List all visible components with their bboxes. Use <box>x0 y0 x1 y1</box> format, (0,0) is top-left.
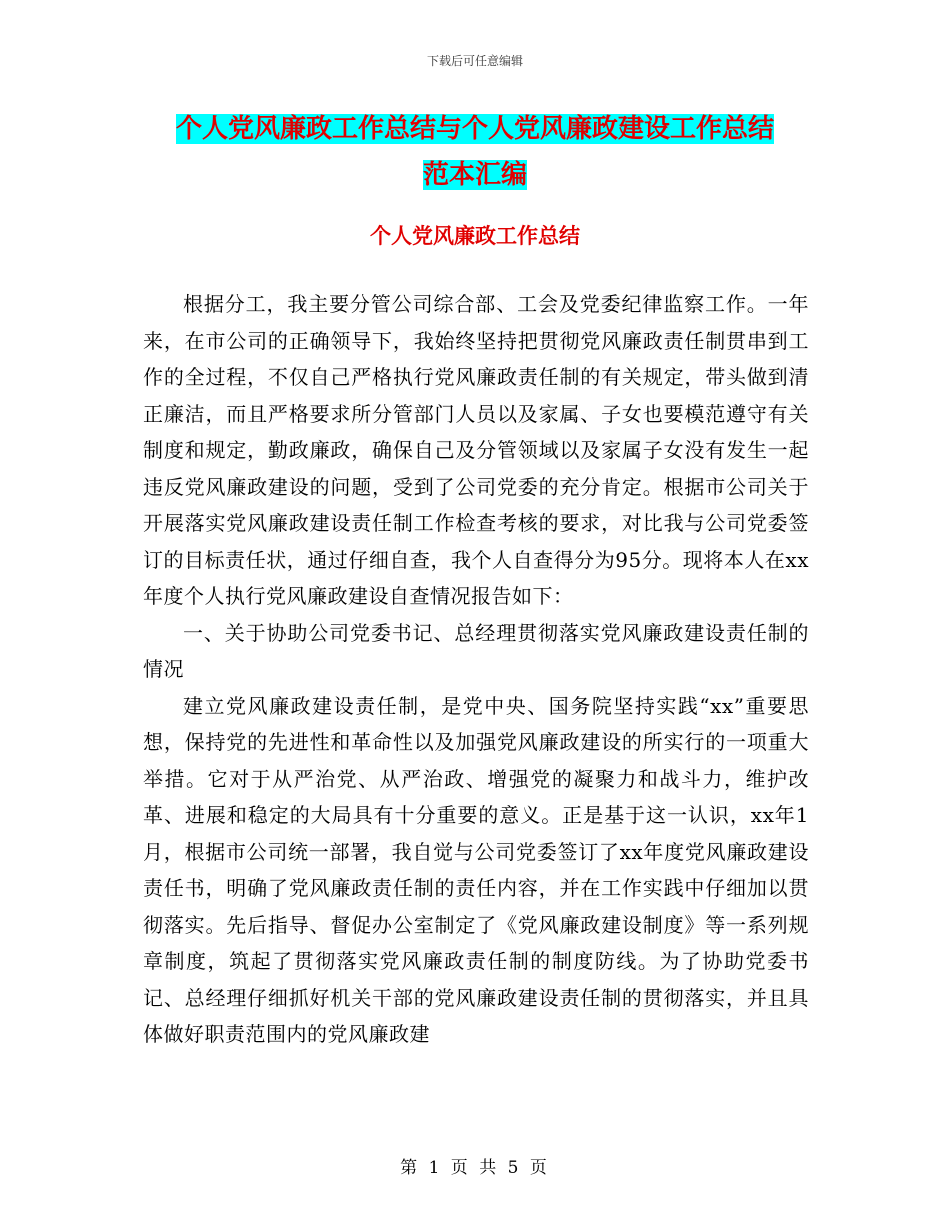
page-footer: 第 1 页 共 5 页 <box>400 1158 550 1178</box>
section-title: 个人党风廉政工作总结 <box>370 224 580 248</box>
document-title-line2: 范本汇编 <box>422 160 527 190</box>
paragraph: 根据分工，我主要分管公司综合部、工会及党委纪律监察工作。一年来，在市公司的正确领导下，我始终坚持把贯彻党风廉政责任制贯串到工作的全过程，不仅自己严格执行党风廉政责任制的有关规定，带头做到清正廉洁，而且严格要求所分管部门人员以及家属、子女也要模范遵守有关制度和规定，勤政廉政，确保自己及分管领域以及家属子女没有发生一起违反党风廉政建设的问题，受到了公司党委的充分肯定。根据市公司关于开展落实党风廉政建设责任制工作检查考核的要求，对比我与公司党委签订的目标责任状，通过仔细自查，我个人自查得分为95分。现将本人在xx年度个人执行党风廉政建设自查情况报告如下： <box>143 292 809 608</box>
header-note: 下载后可任意编辑 <box>426 54 523 68</box>
document-title-line1: 个人党风廉政工作总结与个人党风廉政建设工作总结 <box>175 114 774 144</box>
document-title <box>150 106 800 198</box>
paragraph: 一、关于协助公司党委书记、总经理贯彻落实党风廉政建设责任制的情况 <box>143 620 809 681</box>
document-body <box>143 286 809 1053</box>
paragraph: 建立党风廉政建设责任制，是党中央、国务院坚持实践“xx”重要思想，保持党的先进性和革命性以及加强党风廉政建设的所实行的一项重大举措。它对于从严治党、从严治政、增强党的凝聚力和战斗力，维护改革、进展和稳定的大局具有十分重要的意义。正是基于这一认识，xx年1月，根据市公司统一部署，我自觉与公司党委签订了xx年度党风廉政建设责任书，明确了党风廉政责任制的责任内容，并在工作实践中仔细加以贯彻落实。先后指导、督促办公室制定了《党风廉政建设制度》等一系列规章制度，筑起了贯彻落实党风廉政责任制的制度防线。为了协助党委书记、总经理仔细抓好机关干部的党风廉政建设责任制的贯彻落实，并且具体做好职责范围内的党风廉政建 <box>143 693 809 1046</box>
